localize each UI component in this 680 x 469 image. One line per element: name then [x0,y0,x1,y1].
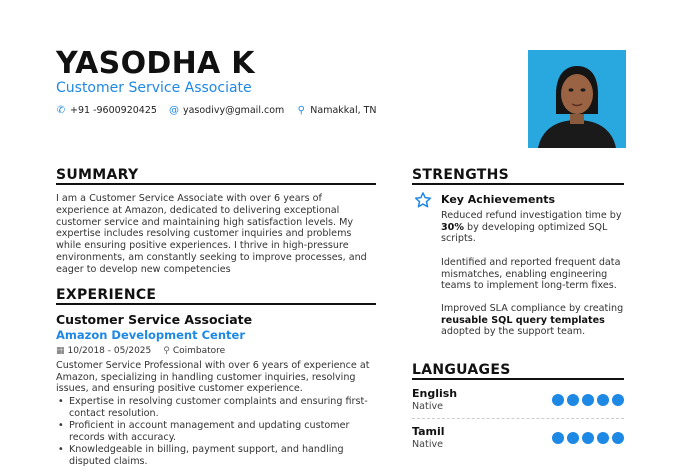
experience-divider [56,303,376,305]
profile-portrait-icon [528,50,626,148]
achievement-3-text-b: adopted by the support team. [441,326,586,338]
candidate-name: YASODHA K [56,46,255,81]
contact-row [56,105,377,116]
rating-dot [567,432,579,444]
key-achievements-title: Key Achievements [441,193,556,206]
languages-heading: LANGUAGES [412,362,511,378]
job-location [163,346,225,356]
phone-text: +91 -9600920425 [70,105,157,116]
email-text: yasodivy@gmail.com [182,105,285,116]
list-item: • Expertise in resolving customer complaints and ensuring first-contact resolution. [56,396,374,419]
calendar-icon: ▦ [56,346,65,356]
profile-photo [528,50,626,148]
rating-dot [567,394,579,406]
languages-divider [412,378,624,380]
rating-dot [597,394,609,406]
achievement-1-text-b: by developing optimized SQL scripts. [441,221,608,245]
at-icon: @ [168,105,179,116]
strengths-divider [412,183,624,185]
language-name-tamil: Tamil [412,425,445,438]
star-icon [414,191,432,214]
summary-heading: SUMMARY [56,167,139,183]
achievement-1-text-a: Reduced refund investigation time by [441,210,622,221]
job-dates [56,346,151,356]
company-name: Amazon Development Center [56,328,246,342]
job-dates-text: 10/2018 - 05/2025 [67,346,152,356]
rating-dot [612,432,624,444]
contact-email [169,105,284,116]
language-rating-tamil [552,432,624,444]
language-divider [412,418,624,419]
language-level-tamil: Native [412,439,444,450]
list-item: • Knowledgeable in billing, payment support, and handling disputed claims. [56,444,374,467]
language-level-english: Native [412,401,444,412]
rating-dot [582,394,594,406]
candidate-role: Customer Service Associate [56,80,252,96]
location-text: Namakkal, TN [310,105,377,116]
strengths-heading: STRENGTHS [412,167,509,183]
rating-dot [552,432,564,444]
rating-dot [597,432,609,444]
summary-divider [56,183,376,185]
achievement-3-bold: reusable SQL query templates [441,314,605,326]
language-name-english: English [412,387,458,400]
location-icon: ⚲ [297,105,305,116]
phone-icon: ✆ [56,105,66,116]
location-pin-icon: ⚲ [163,346,170,356]
job-bullets [56,396,374,469]
achievement-1 [441,210,627,245]
rating-dot [612,394,624,406]
achievement-3-text-a: Improved SLA compliance by creating [441,303,624,314]
rating-dot [552,394,564,406]
rating-dot [582,432,594,444]
job-meta [56,346,225,356]
contact-phone [56,105,157,116]
summary-text: I am a Customer Service Associate with over 6 years of experience at Amazon, dedicated to delivering exceptional customer service and maintaining high satisfaction levels. My expertise includes resolving customer inquiries and problems while ensuring positive experiences. I thrive in high-pressure environments, am constantly seeking to improve processes, and eager to develop new competencies [56,193,367,275]
job-description: Customer Service Professional with over 6 years of experience at Amazon, specializing in handling customer inquiries, resolving issues, and ensuring positive customer experience. [56,360,370,395]
achievement-1-bold: 30% [441,221,464,233]
achievement-2: Identified and reported frequent data mismatches, enabling engineering teams to implement long-term fixes. [441,257,621,292]
language-rating-english [552,394,624,406]
job-location-text: Coimbatore [172,346,226,356]
achievement-3 [441,303,627,338]
list-item: • Proficient in account management and updating customer records with accuracy. [56,420,374,443]
experience-heading: EXPERIENCE [56,287,157,303]
contact-location [296,105,376,116]
job-title: Customer Service Associate [56,312,253,327]
